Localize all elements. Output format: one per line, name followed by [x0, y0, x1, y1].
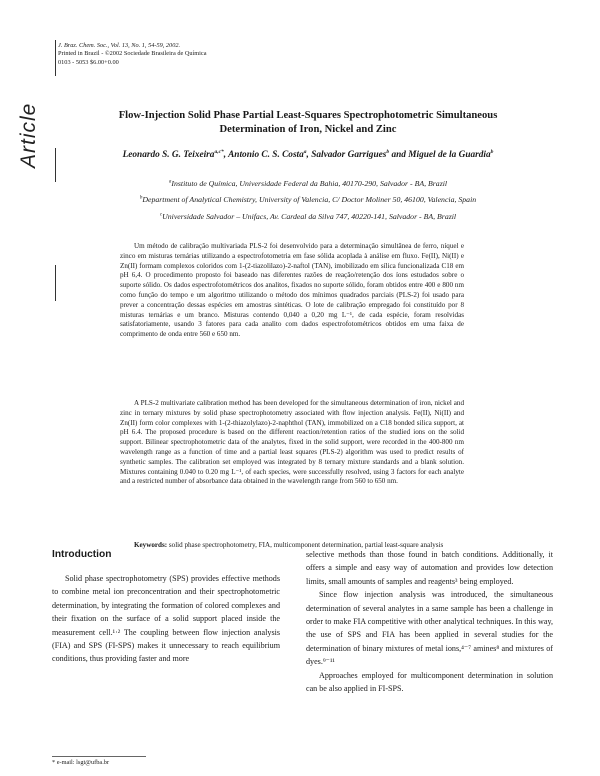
affiliation	[62, 195, 554, 204]
affiliation-mark: c	[159, 212, 163, 218]
section-label: Article	[17, 102, 40, 168]
margin-rule-middle	[55, 148, 56, 182]
author-affiliation-mark: b	[386, 149, 390, 155]
body-paragraph: Solid phase spectrophotometry (SPS) provides effective methods to combine metal ion preconcentration and their spectrophotometric determination, by integrating the formation of colored complexes and their fixation on the surface of a solid support placed inside the measurement cell.¹·² The coupling between flow injection analysis (FIA) and SPS (FI-SPS) makes it unnecessary to reach equilibrium conditions, thus providing faster and more	[52, 574, 280, 664]
journal-header	[58, 42, 207, 67]
keywords-text: solid phase spectrophotometry, FIA, multicomponent determination, partial least-square analysis	[167, 541, 444, 549]
author-name: Miguel de la Guardia	[408, 150, 491, 161]
author-name: Leonardo S. G. Teixeira	[122, 150, 215, 161]
keywords-label: Keywords:	[134, 541, 168, 549]
footnote-email: * e-mail: lsgt@ufba.br	[52, 759, 110, 766]
author-name: Antonio C. S. Costa	[228, 150, 304, 161]
author-affiliation-mark: b	[490, 149, 494, 155]
affiliation	[62, 212, 554, 221]
margin-rule-bottom	[55, 265, 56, 301]
body-paragraph: Since flow injection analysis was introduced, the simultaneous determination of several analytes in a same sample has been a challenge in order to make FIA competitive with other analytical techniques. In this way, the use of SPS and FIA has been applied in several studies for the determination of binary mixtures of metal ions,⁴⁻⁷ amines⁸ and mixtures of dyes.⁹⁻¹¹	[306, 590, 553, 667]
journal-citation: J. Braz. Chem. Soc., Vol. 13, No. 1, 54-59, 2002.	[58, 42, 181, 49]
affiliation-mark: a	[168, 179, 172, 185]
footnote-rule	[52, 756, 146, 757]
journal-issn: 0103 - 5053 $6.00+0.00	[58, 58, 119, 66]
body-column-right	[306, 548, 553, 695]
section-heading-introduction: Introduction	[52, 549, 112, 560]
affiliation-text: Department of Analytical Chemistry, University of Valencia, C/ Doctor Moliner 50, 46100, Valencia, Spain	[142, 195, 477, 204]
paper-title-line-2: Determination of Iron, Nickel and Zinc	[219, 124, 397, 135]
author-affiliation-mark: a	[303, 149, 307, 155]
author-affiliation-mark: a,c*	[214, 149, 224, 155]
affiliation-text: Instituto de Química, Universidade Federal da Bahia, 40170-290, Salvador - BA, Brazil	[171, 179, 448, 188]
margin-rule-top	[55, 40, 56, 76]
journal-printed: Printed in Brazil - ©2002 Sociedade Brasileira de Química	[58, 50, 207, 58]
body-paragraph: selective methods than those found in batch conditions. Additionally, it offers a simple and easy way of automation and provides low detection limits, small amounts of samples and reagents³ being employed.	[306, 550, 553, 586]
body-column-left	[52, 572, 280, 666]
abstract-portuguese: Um método de calibração multivariada PLS-2 foi desenvolvido para a determinação simultânea de ferro, níquel e zinco em misturas ternárias utilizando a espectrofotometria em fase sólida acoplada à análise em fluxo. Fe(II), Ni(II) e Zn(II) formam complexos coloridos com 1-(2-tiazolilazo)-2-naftol (TAN), imobilizado em sílica funcionalizada C18 em pH 6,4. O procedimento proposto foi baseado nas diferentes razões de reação/retenção dos íons estudados sobre o suporte sólido. Os dados espectrofotométricos dos analitos, fixados no suporte sólido, foram obtidos entre 400 e 800 nm como função do tempo e um algoritmo utilizando o método dos mínimos quadrados parciais (PLS-2) foi usado para prever a concentração dessas espécies em amostras sintéticas. O lote de calibração empregado foi constituído por 8 misturas ternárias e um branco. Misturas contendo 0,040 a 0,20 mg L⁻¹, de cada espécie, foram resolvidas satisfatoriamente, usando 3 fatores para cada analito com dados espectrofotométricos obtidos em uma faixa de comprimento de onda entre 560 e 650 nm.	[120, 242, 464, 339]
author-list	[62, 149, 554, 160]
author-separator: ,	[306, 150, 312, 161]
body-paragraph: Approaches employed for multicomponent determination in solution can be also applied in FI-SPS.	[306, 670, 553, 694]
affiliation-text: Universidade Salvador – Unifacs, Av. Cardeal da Silva 747, 40220-141, Salvador - BA, Brazil	[162, 212, 457, 221]
paper-title	[62, 109, 554, 137]
author-name: Salvador Garrigues	[311, 150, 387, 161]
affiliation-mark: b	[139, 195, 143, 201]
paper-title-line-1: Flow-Injection Solid Phase Partial Least-Squares Spectrophotometric Simultaneous	[118, 110, 498, 121]
abstract-english: A PLS-2 multivariate calibration method has been developed for the simultaneous determination of iron, nickel and zinc in ternary mixtures by solid phase spectrophotometry associated with flow injection analysis. Fe(II), Ni(II) and Zn(II) form color complexes with 1-(2-thiazolylazo)-2-naphthol (TAN), immobilized on a C18 bonded silica support, at pH 6.4. The proposed procedure is based on the different reaction/retention ratios of the studied ions on the solid support. Bilinear spectrophotometric data of the analytes, fixed in the solid support, were recorded in the 400-800 nm wavelength range as a function of time and a partial least squares (PLS-2) algorithm was used to predict results of synthetic samples. The calibration set employed was integrated by 8 ternary mixture standards and a blank solution. Mixtures containing 0.040 to 0.20 mg L⁻¹, of each species, were successfully resolved, using 3 factors for each analyte and a restricted number of absorbance data obtained in the wavelength range from 560 to 650 nm.	[120, 399, 464, 486]
author-separator: ,	[223, 150, 229, 161]
author-separator: and	[389, 150, 409, 161]
affiliation	[62, 179, 554, 188]
